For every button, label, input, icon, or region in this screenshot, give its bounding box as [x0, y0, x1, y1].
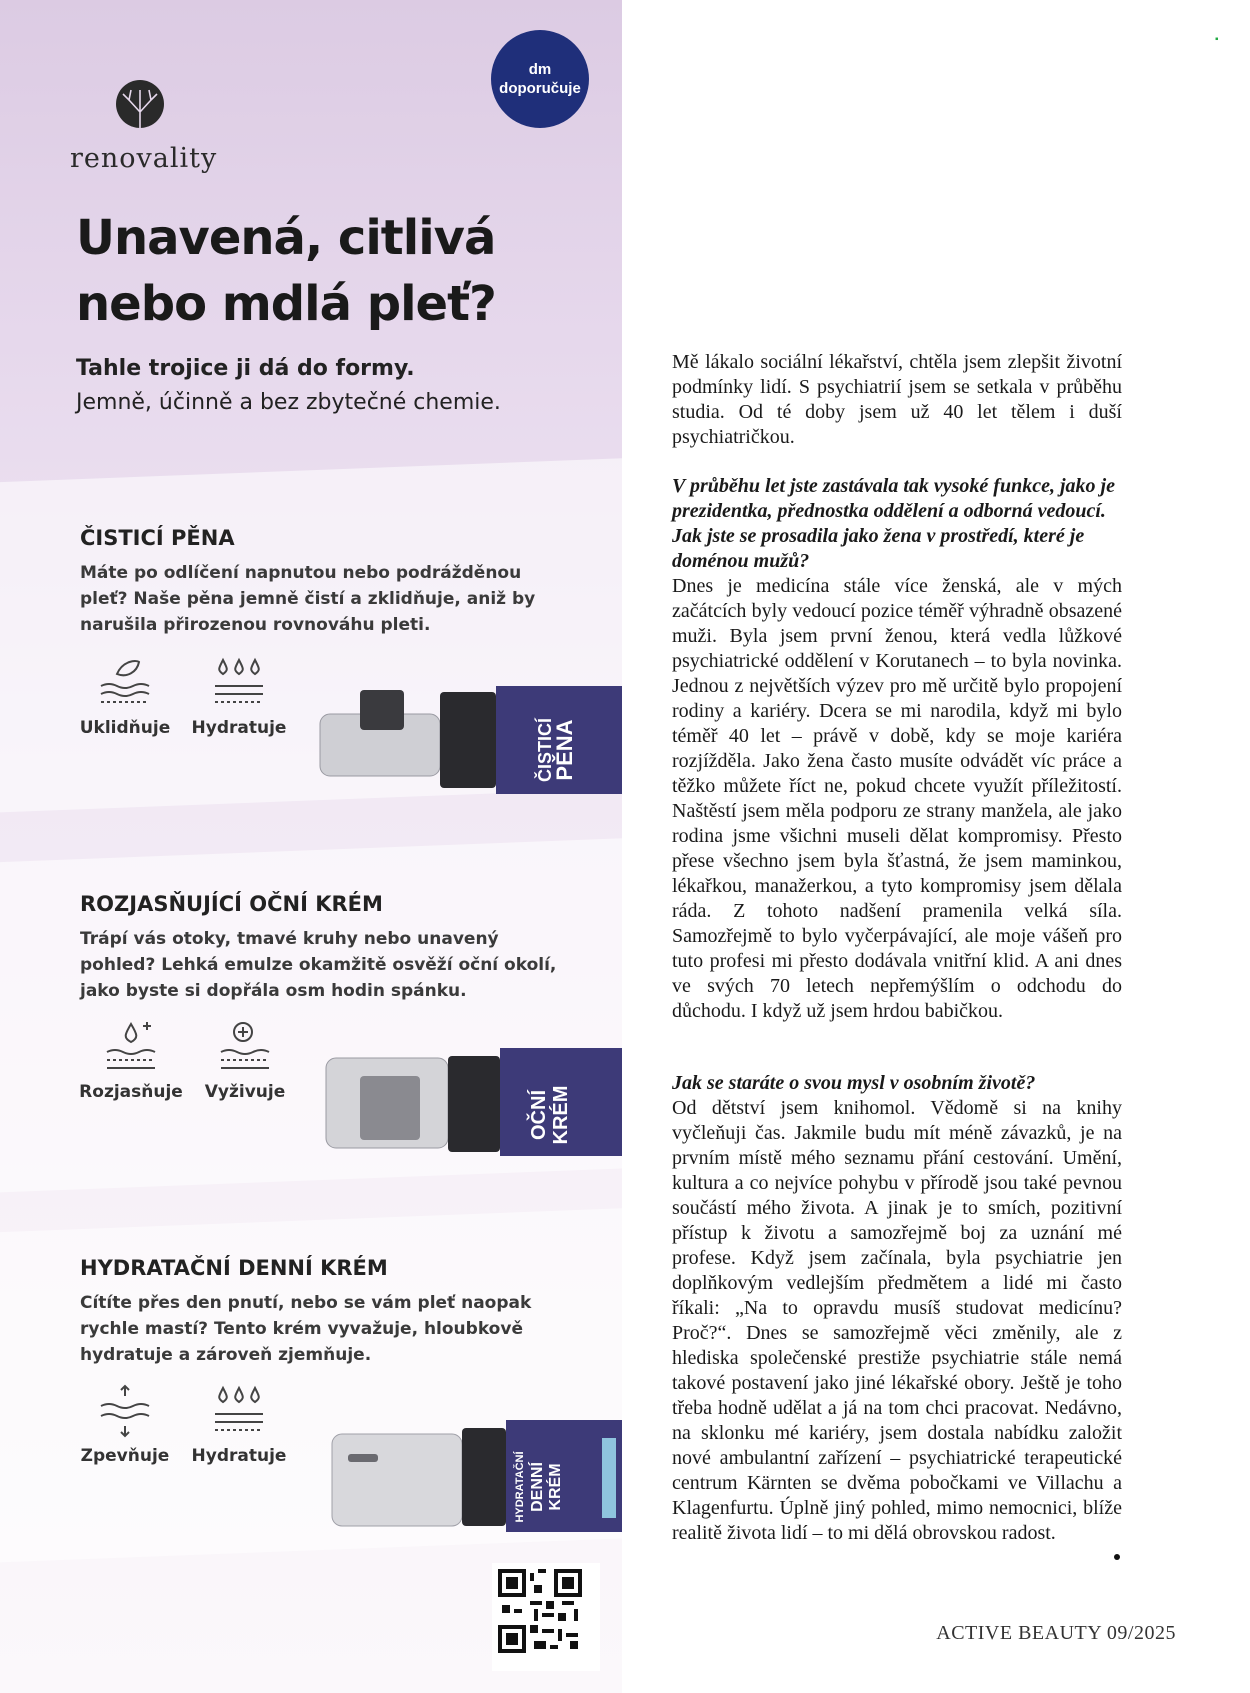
article-section	[672, 474, 1122, 1024]
brand-name: renovality	[70, 143, 218, 174]
product-eye-cream	[80, 892, 560, 1004]
subheadline	[76, 352, 596, 420]
product-day-cream	[80, 1256, 560, 1368]
headline	[76, 205, 596, 337]
product-description: Trápí vás otoky, tmavé kruhy nebo unavený pohled? Lehká emulze okamžitě osvěží oční okolí, jako byste si dopřála osm hodin spánku.	[80, 929, 557, 1001]
badge-line1: dm	[528, 61, 552, 78]
benefit-item	[184, 656, 294, 738]
bottle-label	[535, 705, 575, 795]
water-drops-icon	[207, 1384, 271, 1438]
interview-answer: Dnes je medicína stále více ženská, ale v mých začátcích byly vedoucí pozice téměř výhradně obsazené muži. Byla jsem první ženou, která vedla lůžkové psychiatrické oddělení v Korutanech – to byla novinka. Jednou z největších výzev pro mě určitě bylo propojení rodiny a kariéry. Dcera se mi narodila, když mi bylo téměř 40 let – právě v době, kdy se moje kariéra rozjížděla. Jako žena často musíte odvádět víc práce a těžko můžete říct ne, pokud chcete využít příležitostí. Naštěstí jsem měla podporu ze strany manžela, ale jako rodina jsme všichni museli dělat kompromisy. Přesto přese všechno jsem byla šťastná, že jsem maminkou, lékařkou, manažerkou, a tyto kompromisy jsem dělala ráda. Z tohoto nadšení pramenila velká síla. Samozřejmě to bylo vyčerpávající, ale moje vášeň pro tuto profesi mi přesto dodávala vnitřní klid. A ani dnes ve svých 70 letech nepřemýšlím o odchodu do důchodu. I když už jsem hrdou babičkou.	[672, 575, 1122, 1022]
headline-line1: Unavená, citlivá	[76, 210, 496, 266]
product-title: HYDRATAČNÍ DENNÍ KRÉM	[80, 1256, 388, 1280]
product-description: Cítíte přes den pnutí, nebo se vám pleť naopak rychle mastí? Tento krém vyvažuje, hloubkově hydratuje a zároveň zjemňuje.	[80, 1293, 532, 1365]
product-title: ČISTICÍ PĚNA	[80, 526, 235, 550]
sparkle-drop-icon	[99, 1020, 163, 1074]
benefit-label: Rozjasňuje	[79, 1082, 183, 1102]
interview-answer: Od dětství jsem knihomol. Vědomě si na knihy vyčleňuji čas. Jakmile budu mít méně závazků, je na prvním místě mého seznamu přání cestování. Umění, kultura a co nejvíce pohybu v přírodě jsou také pevnou součástí mého života. A jinak je to smích, pozitivní přístup k životu a samozřejmě boj za uznání mé profese. Když jsem začínala, byla psychiatrie jen doplňkovým vedlejším předmětem a lidé mi často říkali: „Na to opravdu musíš studovat medicínu? Proč?“. Dnes se samozřejmě věci změnily, ale z hlediska společenské prestiže psychiatrie stále nemá takové postavení jako jiné lékařské obory. Ještě je toho třeba hodně udělat a já na tom chci pracovat. Nedávno, na sklonku mé kariéry, jsem dostala nabídku založit nové ambulantní zařízení – psychiatrické terapeutické centrum Kärnten se dvěma pobočkami ve Villachu a Klagenfurtu. Úplně jiný pohled, mimo nemocnici, blíže realitě života lidí – to mi dělá obrovskou radost.	[672, 1097, 1122, 1544]
benefit-item	[76, 1020, 186, 1102]
firming-arrows-icon	[93, 1384, 157, 1438]
tree-logo-icon	[109, 78, 171, 136]
benefit-label: Hydratuje	[191, 718, 287, 738]
bottle-label	[528, 1070, 572, 1160]
product-title: ROZJASŇUJÍCÍ OČNÍ KRÉM	[80, 892, 383, 916]
bottle-label-line: KRÉM	[547, 1463, 564, 1511]
nourish-plus-icon	[213, 1020, 277, 1074]
qr-code[interactable]	[492, 1563, 600, 1671]
leaf-icon	[93, 656, 157, 710]
benefit-item	[184, 1384, 294, 1466]
benefit-label: Uklidňuje	[79, 718, 171, 738]
bottle-label-line: DENNÍ	[529, 1462, 546, 1512]
article-paragraph: Mě lákalo sociální lékařství, chtěla jsem zlepšit životní podmínky lidí. S psychiatrií jsem se setkala v průběhu studia. Od té doby jsem už 40 let tělem i duší psychiatričkou.	[672, 351, 1122, 448]
bottle-label-line: OČNÍ	[528, 1090, 550, 1140]
bottle-label	[511, 1427, 565, 1547]
subheadline-line2: Jemně, účinně a bez zbytečné chemie.	[76, 390, 501, 415]
subheadline-line1: Tahle trojice ji dá do formy.	[76, 356, 415, 381]
product-cleansing-foam	[80, 526, 560, 638]
qr-code-icon	[498, 1569, 582, 1653]
water-drops-icon	[207, 656, 271, 710]
end-mark	[1114, 1554, 1120, 1560]
recommendation-badge	[491, 30, 589, 128]
advert-panel	[0, 0, 622, 1693]
product-description: Máte po odlíčení napnutou nebo podrážděnou pleť? Naše pěna jemně čistí a zklidňuje, aniž by narušila přirozenou rovnováhu pleti.	[80, 563, 536, 635]
headline-line2: nebo mdlá pleť?	[76, 276, 496, 332]
article-section	[672, 1071, 1122, 1546]
corner-mark-icon: ▪	[1215, 34, 1219, 45]
interview-question: V průběhu let jste zastávala tak vysoké funkce, jako je prezidentka, přednostka oddělení a odborná vedoucí. Jak jste se prosadila jako žena v prostředí, které je doménou mužů?	[672, 475, 1115, 572]
page-footer: ACTIVE BEAUTY 09/2025	[936, 1622, 1176, 1644]
brand-logo	[70, 78, 218, 174]
benefit-label: Hydratuje	[191, 1446, 287, 1466]
benefit-item	[70, 656, 180, 738]
eye-cream-bottle-image	[322, 1046, 622, 1158]
badge-line2: doporučuje	[499, 80, 581, 97]
bottle-label-line: PĚNA	[552, 719, 577, 781]
bottle-label-line: HYDRATAČNÍ	[514, 1451, 526, 1523]
interview-question: Jak se staráte o svou mysl v osobním životě?	[672, 1072, 1036, 1094]
day-cream-bottle-image	[328, 1418, 622, 1534]
bottle-label-line: ČISTICÍ	[535, 718, 555, 783]
benefit-label: Zpevňuje	[80, 1446, 170, 1466]
bottle-label-line: KRÉM	[550, 1085, 572, 1145]
benefit-item	[190, 1020, 300, 1102]
benefit-item	[70, 1384, 180, 1466]
benefit-label: Vyživuje	[204, 1082, 286, 1102]
